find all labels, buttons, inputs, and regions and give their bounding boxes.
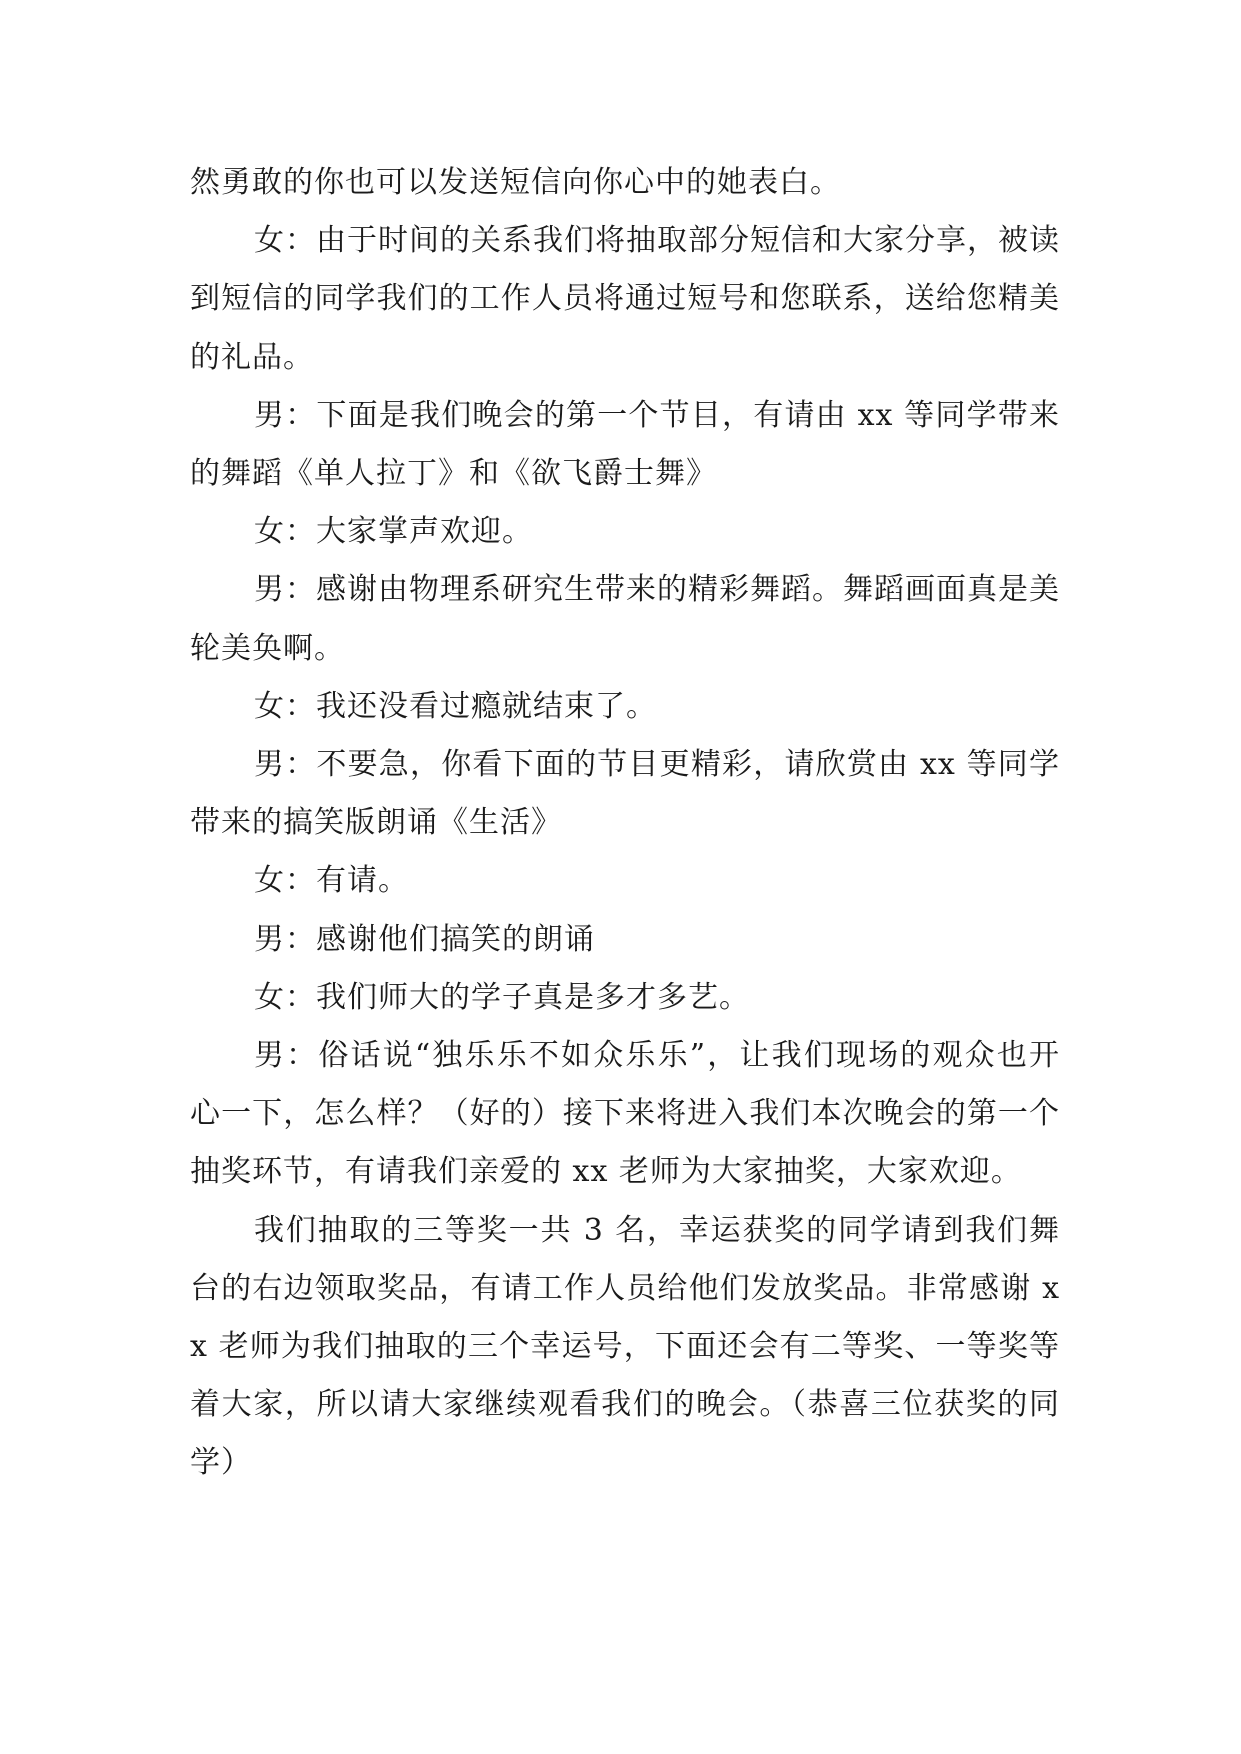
paragraph: 男：俗话说“独乐乐不如众乐乐”，让我们现场的观众也开心一下，怎么样？（好的）接下来将进入我们本次晚会的第一个抽奖环节，有请我们亲爱的 xx 老师为大家抽奖，大家欢迎。 (190, 1038, 1060, 1190)
paragraph: 男：感谢他们搞笑的朗诵 (254, 921, 595, 957)
paragraph: 男：下面是我们晚会的第一个节目，有请由 xx 等同学带来的舞蹈《单人拉丁》和《欲飞爵士舞》 (190, 397, 1060, 492)
paragraph: 女：有请。 (254, 863, 409, 899)
paragraph: 然勇敢的你也可以发送短信向你心中的她表白。 (190, 165, 841, 200)
paragraph: 男：不要急，你看下面的节目更精彩，请欣赏由 xx 等同学带来的搞笑版朗诵《生活》 (190, 747, 1060, 841)
paragraph: 男：感谢由物理系研究生带来的精彩舞蹈。舞蹈画面真是美轮美奂啊。 (190, 572, 1060, 666)
paragraph: 女：大家掌声欢迎。 (254, 514, 533, 550)
paragraph: 我们抽取的三等奖一共 3 名，幸运获奖的同学请到我们舞台的右边领取奖品，有请工作人员给他们发放奖品。非常感谢 xx 老师为我们抽取的三个幸运号，下面还会有二等奖、一等奖等着大家，所以请大家继续观看我们的晚会。（恭喜三位获奖的同学） (190, 1212, 1060, 1481)
document-body (190, 154, 1060, 1493)
paragraph: 女：我还没看过瘾就结束了。 (254, 688, 657, 724)
paragraph: 女：由于时间的关系我们将抽取部分短信和大家分享，被读到短信的同学我们的工作人员将通过短号和您联系，送给您精美的礼品。 (190, 223, 1060, 375)
paragraph: 女：我们师大的学子真是多才多艺。 (254, 979, 750, 1015)
